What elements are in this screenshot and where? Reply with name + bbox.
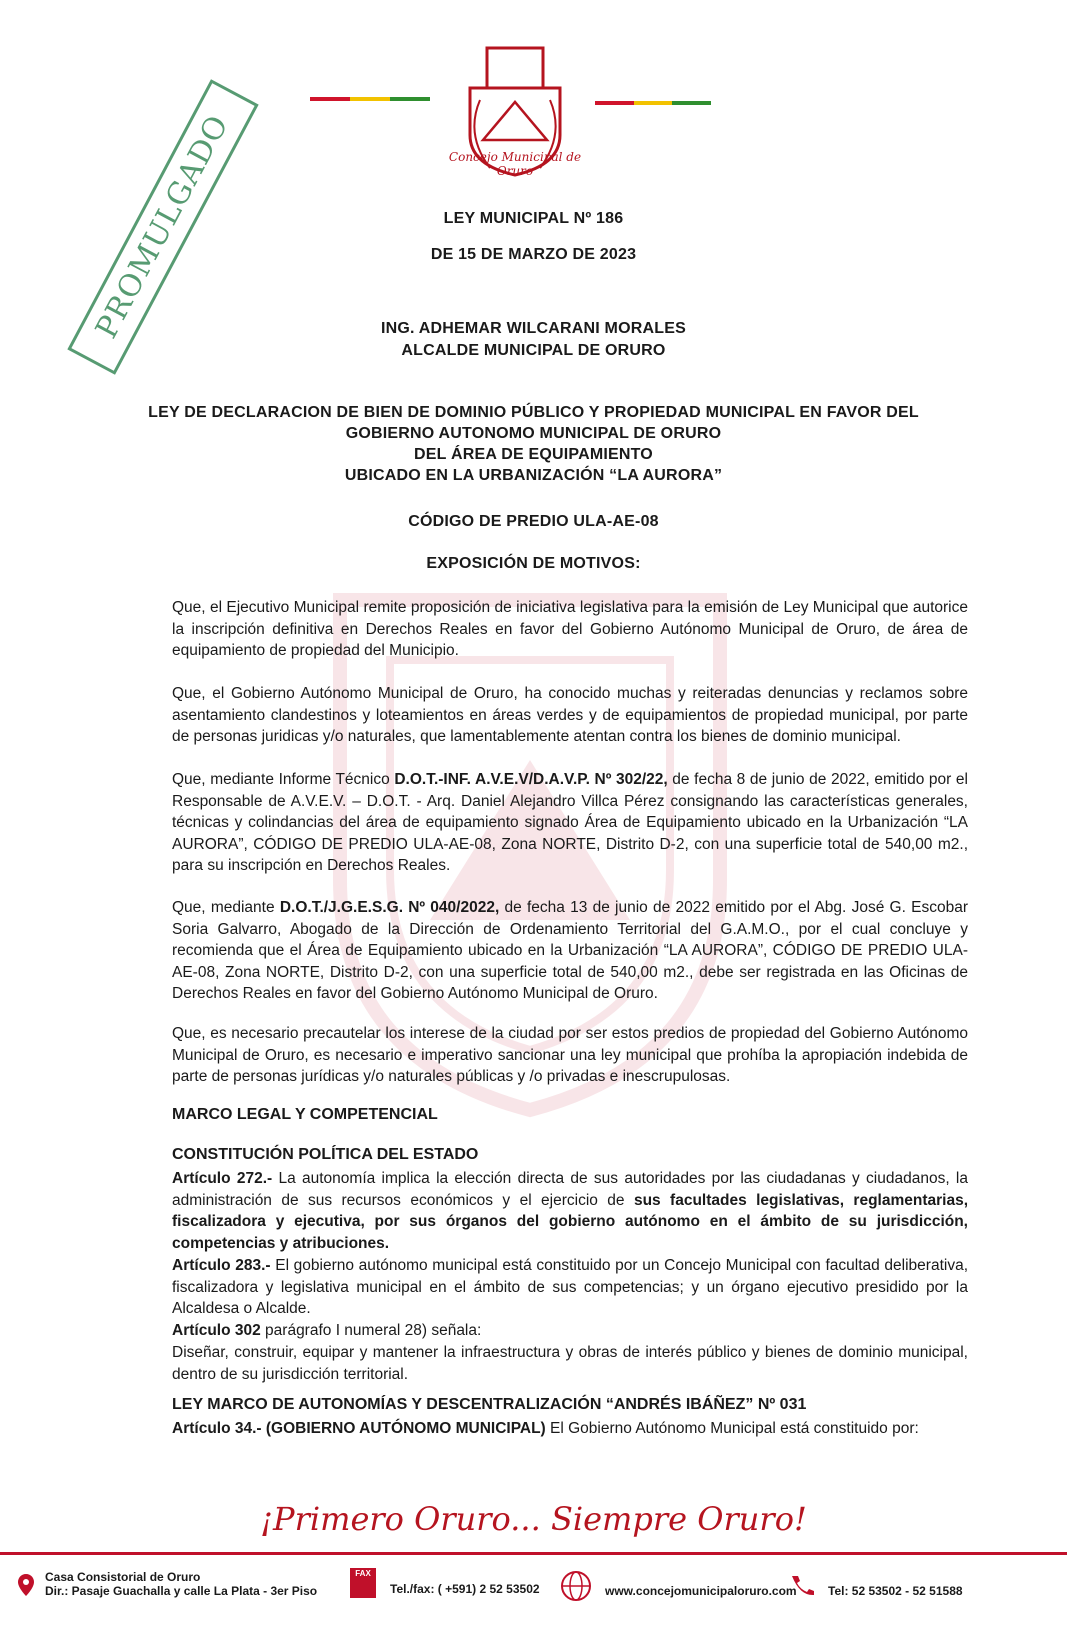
tel-fax: Tel./fax: ( +591) 2 52 53502 (390, 1582, 540, 1596)
legal-heading: MARCO LEGAL Y COMPETENCIAL (172, 1106, 438, 1123)
law-title-line-2: GOBIERNO AUTONOMO MUNICIPAL DE ORURO (345, 425, 722, 442)
phone-icon (790, 1574, 816, 1601)
motive-paragraph-2: Que, el Gobierno Autónomo Municipal de Oruro, ha conocido muchas y reiteradas denuncias y reclamos sobre asentamiento clandestinos y loteamientos en áreas verdes y de equipamientos de propiedad municipal, por parte de personas juridicas y/o naturales, que lamentablemente atentan contra los bienes de dominio municipal. (172, 685, 968, 745)
slogan: ¡Primero Oruro... Siempre Oruro! (260, 1500, 807, 1538)
fax-icon: FAX (350, 1568, 376, 1598)
telephone: Tel: 52 53502 - 52 51588 (828, 1584, 963, 1598)
motive-paragraph-3: Que, mediante Informe Técnico D.O.T.-INF. A.V.E.V/D.A.V.P. Nº 302/22, de fecha 8 de junio de 2022, emitido por el Responsable de A.V.E.V. – D.O.T. - Arq. Daniel Alejandro Villca Pérez consignando las características generales, técnicas y colindancias del área de equipamiento signado Área de Equipamiento ubicado en la Urbanización “LA AURORA”, CÓDIGO DE PREDIO ULA-AE-08, Zona NORTE, Distrito D-2, con una superficie total de 540,00 m2., para su inscripción en Derechos Reales. (172, 771, 968, 874)
law-title-line-1: LEY DE DECLARACION DE BIEN DE DOMINIO PÚBLICO Y PROPIEDAD MUNICIPAL EN FAVOR DEL (148, 404, 919, 421)
law-number: LEY MUNICIPAL Nº 186 (443, 210, 624, 227)
article-34: Artículo 34.- (GOBIERNO AUTÓNOMO MUNICIPAL) El Gobierno Autónomo Municipal está constituido por: (172, 1420, 919, 1437)
address-line-1: Casa Consistorial de Oruro (45, 1570, 201, 1584)
article-302: Artículo 302 parágrafo I numeral 28) señala: (172, 1322, 482, 1339)
website-link[interactable]: www.concejomunicipaloruro.com (605, 1584, 797, 1598)
constitution-heading: CONSTITUCIÓN POLÍTICA DEL ESTADO (172, 1146, 479, 1163)
article-302-body: Diseñar, construir, equipar y mantener la infraestructura y obras de interés público y bienes de dominio municipal, dentro de su jurisdicción territorial. (172, 1344, 968, 1383)
article-272: Artículo 272.- La autonomía implica la elección directa de sus autoridades por las ciudadanas y ciudadanos, la administración de sus recursos económicos y el ejercicio de sus facultades legislativas, reglamentarias, fiscalizadora y ejecutiva, por sus órganos del gobierno autónomo en el ámbito de su jurisdicción, competencias y atribuciones. (172, 1170, 968, 1252)
promulgado-stamp (60, 75, 250, 385)
law-title-line-4: UBICADO EN LA URBANIZACIÓN “LA AURORA” (344, 467, 723, 484)
lmad-heading: LEY MARCO DE AUTONOMÍAS Y DESCENTRALIZACIÓN “ANDRÉS IBÁÑEZ” Nº 031 (172, 1396, 807, 1413)
signer-name: ING. ADHEMAR WILCARANI MORALES (381, 320, 686, 337)
flag-stripe-right (595, 101, 711, 105)
flag-stripe-left (310, 97, 430, 101)
motive-paragraph-1: Que, el Ejecutivo Municipal remite proposición de iniciativa legislativa para la emisión de Ley Municipal que autorice la inscripción definitiva en Derechos Reales en favor del Gobierno Autónomo Municipal de Oruro, de área de equipamiento de propiedad del Municipio. (172, 599, 968, 659)
property-code: CÓDIGO DE PREDIO ULA-AE-08 (408, 513, 659, 530)
motive-paragraph-5: Que, es necesario precautelar los interese de la ciudad por ser estos predios de propiedad del Gobierno Autónomo Municipal de Oruro, es necesario e imperativo sancionar una ley municipal que prohíba la apropiación indebida de parte de personas jurídicas y/o naturales públicas y /o privadas e inescrupulosas. (172, 1025, 968, 1085)
signer-role: ALCALDE MUNICIPAL DE ORURO (401, 342, 666, 359)
section-heading-motives: EXPOSICIÓN DE MOTIVOS: (426, 555, 641, 572)
motive-paragraph-4: Que, mediante D.O.T./J.G.E.S.G. Nº 040/2022, de fecha 13 de junio de 2022 emitido por el Abg. José G. Escobar Soria Galvarro, Abogado de la Dirección de Ordenamiento Territorial del G.A.M.O., por el cual concluye y recomienda que el Área de Equipamiento ubicado en la Urbanización “LA AURORA”, CÓDIGO DE PREDIO ULA-AE-08, Zona NORTE, Distrito D-2, con una superficie total de 540,00 m2., debe ser registrada en las Oficinas de Derechos Reales en favor del Gobierno Autónomo Municipal de Oruro. (172, 899, 968, 1002)
address-line-2: Dir.: Pasaje Guachalla y calle La Plata - 3er Piso (45, 1584, 318, 1598)
location-icon (18, 1574, 34, 1601)
stamp-text: PROMULGADO (67, 79, 258, 375)
seal-text: Concejo Municipal de Oruro (448, 150, 582, 178)
article-283: Artículo 283.- El gobierno autónomo municipal está constituido por un Concejo Municipal con facultad deliberativa, fiscalizadora y legislativa municipal en el ámbito de sus competencias; y un órgano ejecutivo presidido por la Alcaldesa o Alcalde. (172, 1257, 968, 1317)
law-date: DE 15 DE MARZO DE 2023 (430, 246, 637, 263)
law-title-line-3: DEL ÁREA DE EQUIPAMIENTO (414, 446, 653, 463)
footer-divider (0, 1552, 1067, 1555)
globe-icon (560, 1570, 592, 1607)
